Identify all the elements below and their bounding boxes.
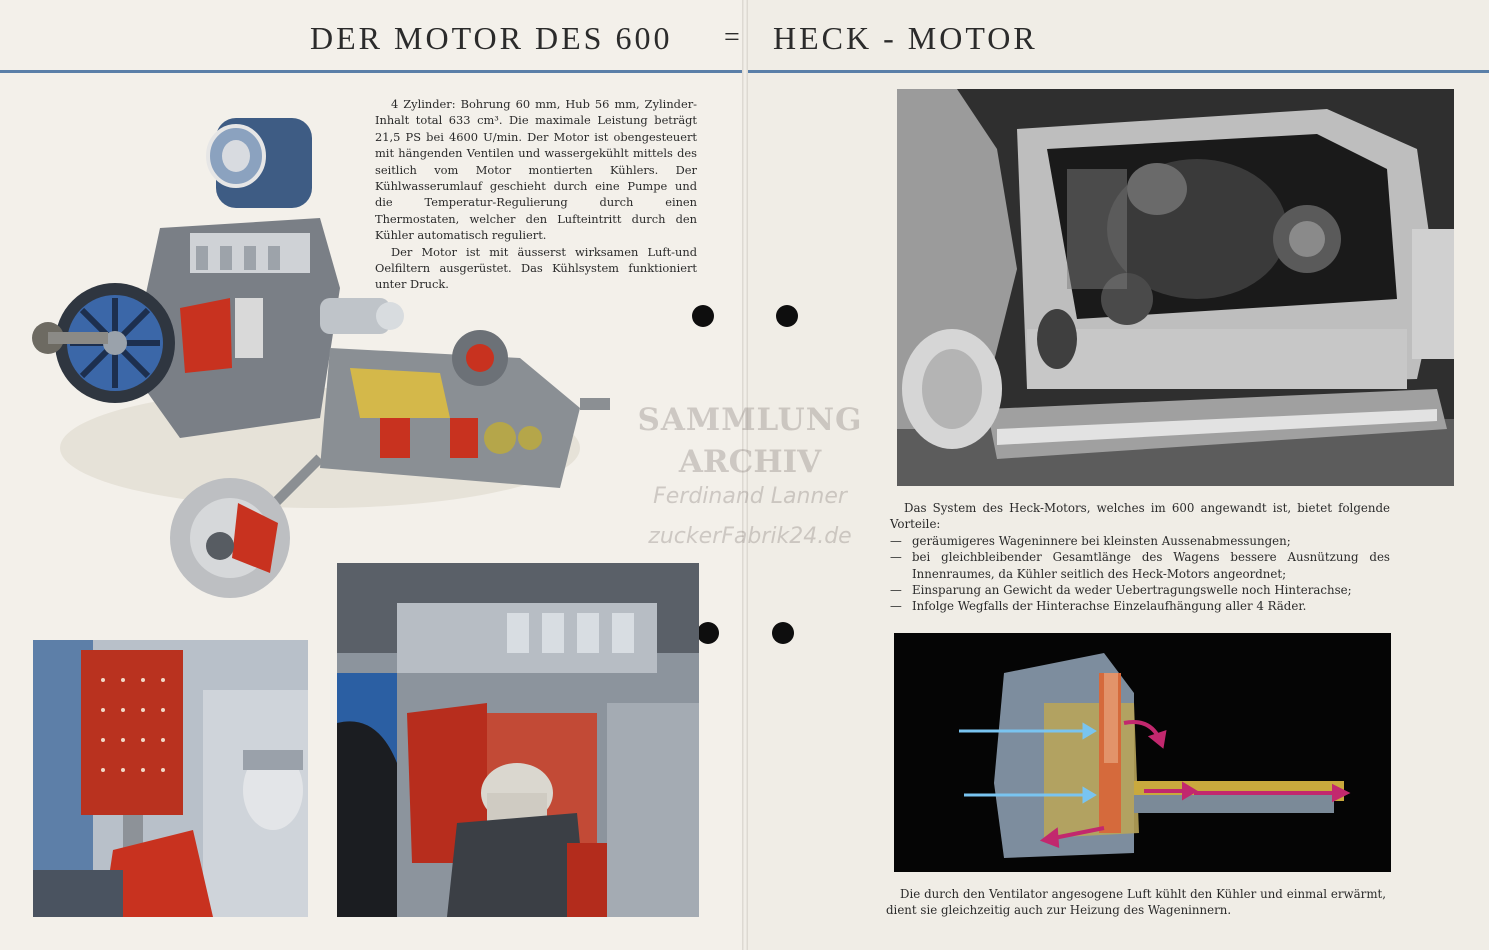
list-item: — geräumigeres Wageninnere bei kleinsten Aussenabmessungen; <box>890 533 1390 549</box>
oil-filter-image <box>33 640 308 917</box>
left-header-rule <box>0 70 742 73</box>
cooling-airflow-diagram <box>894 633 1391 872</box>
list-item: — bei gleichbleibender Gesamtlänge des Wagens bessere Ausnützung des Innenraumes, da Kühler seitlich des Heck-Motors angeordnet; <box>890 549 1390 582</box>
page-gutter <box>742 0 748 950</box>
rear-engine-advantages <box>890 500 1390 615</box>
advantages-lead: Das System des Heck-Motors, welches im 600 angewandt ist, bietet folgende Vorteile: <box>890 501 1390 532</box>
oil-filter-photo <box>33 640 308 917</box>
watermark-line: SAMMLUNG <box>637 402 863 438</box>
punch-hole <box>772 622 794 644</box>
cylinder-cutaway-image <box>337 563 699 917</box>
engine-specs-paragraph: 4 Zylinder: Bohrung 60 mm, Hub 56 mm, Zylinder-Inhalt total 633 cm³. Die maximale Leistung beträgt 21,5 PS bei 4600 U/min. Der Motor ist obengesteuert mit hängenden Ventilen und wassergekühlt mittels des seitlich vom Motor montierten Kühlers. Der Kühlwasserumlauf geschieht durch eine Pumpe und die Temperatur-Regulierung durch einen Thermostaten, welcher den Lufteintritt durch den Kühler automatisch reguliert. <box>375 97 697 243</box>
cylinder-cutaway-photo <box>337 563 699 917</box>
airflow-diagram-image <box>894 633 1391 872</box>
right-header-rule <box>748 70 1489 73</box>
rear-engine-bay-photo <box>897 89 1454 486</box>
right-page-title: HECK - MOTOR <box>773 20 1038 56</box>
filters-paragraph: Der Motor ist mit äusserst wirksamen Luft-und Oelfiltern ausgerüstet. Das Kühlsystem funktioniert unter Druck. <box>375 244 697 292</box>
watermark-line: zuckerFabrik24.de <box>648 524 852 549</box>
punch-hole <box>692 305 714 327</box>
watermark-line: ARCHIV <box>678 444 822 480</box>
punch-hole <box>697 622 719 644</box>
caption-text: Die durch den Ventilator angesogene Luft kühlt den Kühler und einmal erwärmt, dient sie gleichzeitig auch zur Heizung des Wageninnern. <box>886 887 1386 918</box>
car-rear-image <box>897 89 1454 486</box>
list-item: — Infolge Wegfalls der Hinterachse Einzelaufhängung aller 4 Räder. <box>890 598 1390 614</box>
watermark-line: Ferdinand Lanner <box>653 484 847 509</box>
title-separator: = <box>724 22 743 53</box>
engine-cutaway-illustration <box>20 118 620 618</box>
list-item: — Einsparung an Gewicht da weder Uebertragungswelle noch Hinterachse; <box>890 582 1390 598</box>
left-page-title: DER MOTOR DES 600 <box>310 20 673 56</box>
diagram-caption <box>886 886 1386 919</box>
advantages-list <box>890 533 1390 615</box>
punch-hole <box>776 305 798 327</box>
